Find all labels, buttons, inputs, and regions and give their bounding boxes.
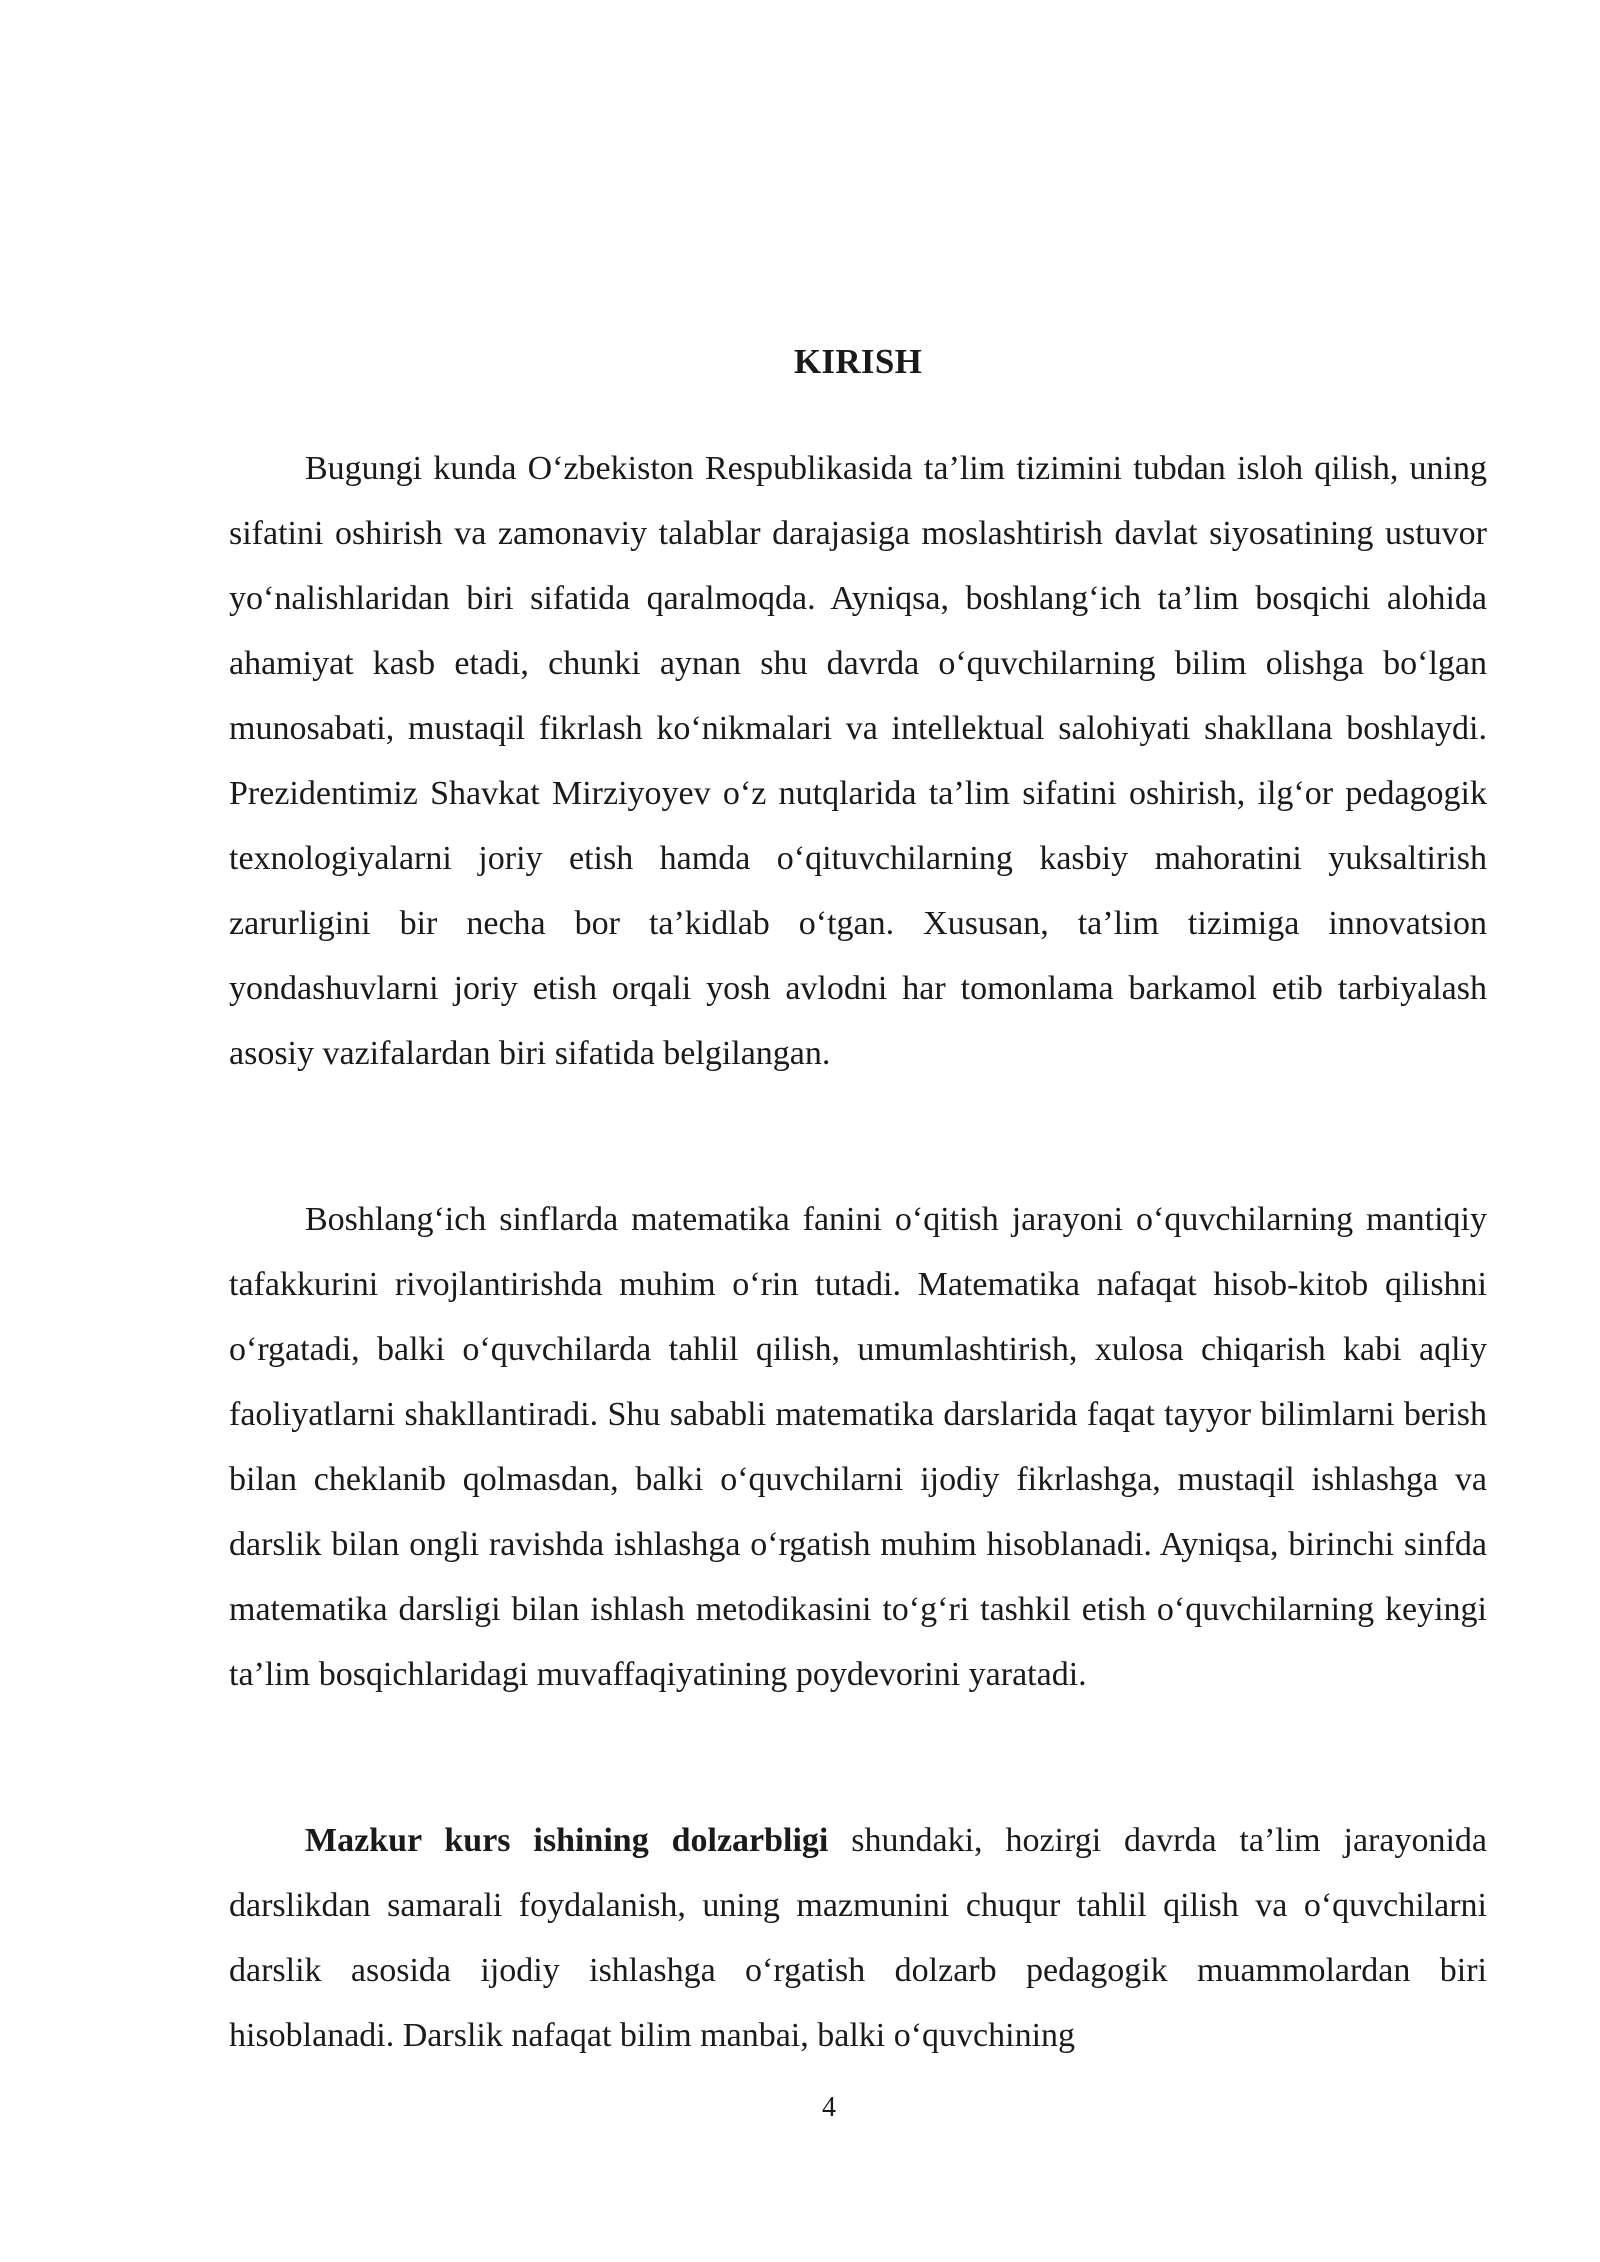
paragraph-relevance [229, 1808, 1487, 2068]
relevance-body-text: shundaki, hozirgi davrda ta’lim jarayonida darslikdan samarali foydalanish, uning mazmunini chuqur tahlil qilish va o‘quvchilarni darslik asosida ijodiy ishlashga o‘rgatish dolzarb pedagogik muammolardan biri hisoblanadi. Darslik nafaqat bilim manbai, balki o‘quvchining [229, 1822, 1488, 2054]
paragraph-introduction: Bugungi kunda O‘zbekiston Respublikasida ta’lim tizimini tubdan isloh qilish, uning sifatini oshirish va zamonaviy talablar darajasiga moslashtirish davlat siyosatining ustuvor yo‘nalishlaridan biri sifatida qaralmoqda. Ayniqsa, boshlang‘ich ta’lim bosqichi alohida ahamiyat kasb etadi, chunki aynan shu davrda o‘quvchilarning bilim olishga bo‘lgan munosabati, mustaqil fikrlash ko‘nikmalari va intellektual salohiyati shakllana boshlaydi. Prezidentimiz Shavkat Mirziyoyev o‘z nutqlarida ta’lim sifatini oshirish, ilg‘or pedagogik texnologiyalarni joriy etish hamda o‘qituvchilarning kasbiy mahoratini yuksaltirish zarurligini bir necha bor ta’kidlab o‘tgan. Xususan, ta’lim tizimiga innovatsion yondashuvlarni joriy etish orqali yosh avlodni har tomonlama barkamol etib tarbiyalash asosiy vazifalardan biri sifatida belgilangan. [229, 450, 1487, 1072]
section-heading: KIRISH [793, 342, 923, 381]
paragraph-mathematics-teaching: Boshlang‘ich sinflarda matematika fanini o‘qitish jarayoni o‘quvchilarning mantiqiy tafakkurini rivojlantirishda muhim o‘rin tutadi. Matematika nafaqat hisob-kitob qilishni o‘rgatadi, balki o‘quvchilarda tahlil qilish, umumlashtirish, xulosa chiqarish kabi aqliy faoliyatlarni shakllantiradi. Shu sababli matematika darslarida faqat tayyor bilimlarni berish bilan cheklanib qolmasdan, balki o‘quvchilarni ijodiy fikrlashga, mustaqil ishlashga va darslik bilan ongli ravishda ishlashga o‘rgatish muhim hisoblanadi. Ayniqsa, birinchi sinfda matematika darsligi bilan ishlash metodikasini to‘g‘ri tashkil etish o‘quvchilarning keyingi ta’lim bosqichlaridagi muvaffaqiyatining poydevorini yaratadi. [229, 1201, 1487, 1693]
relevance-bold-lead: Mazkur kurs ishining dolzarbligi [305, 1822, 829, 1859]
page-number: 4 [822, 2092, 836, 2123]
